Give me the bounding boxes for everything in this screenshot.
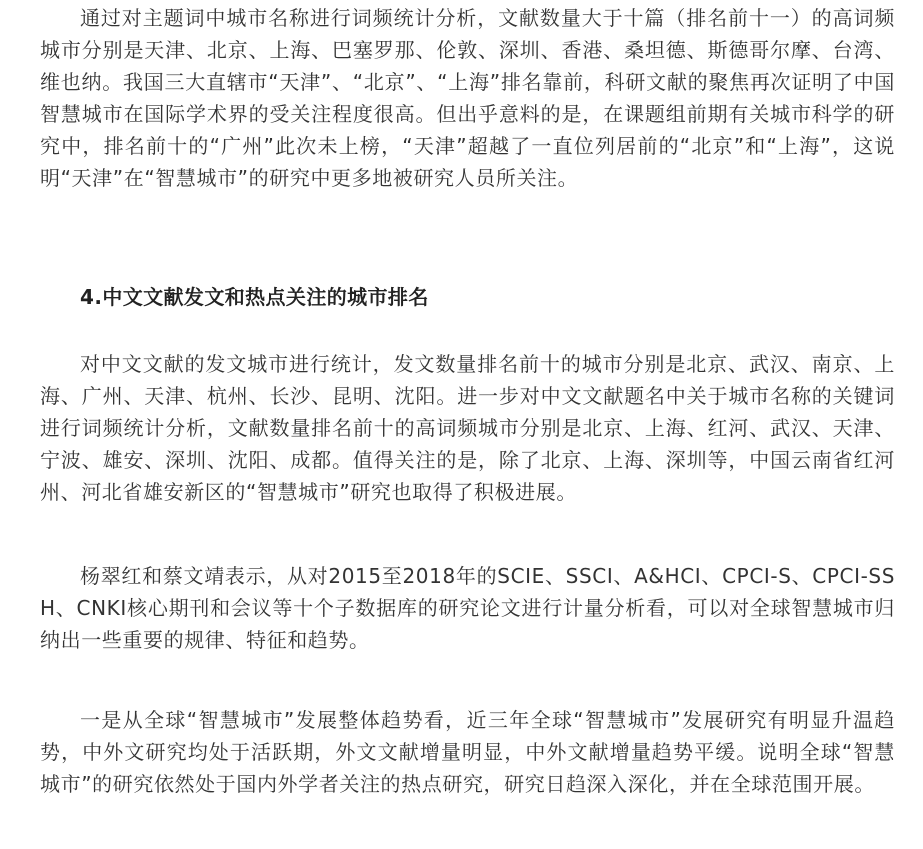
section-heading: 4.中文文献发文和热点关注的城市排名 bbox=[80, 285, 429, 309]
paragraph-foreign-city-ranking: 通过对主题词中城市名称进行词频统计分析，文献数量大于十篇（排名前十一）的高词频城市分别是天津、北京、上海、巴塞罗那、伦敦、深圳、香港、桑坦德、斯德哥尔摩、台湾、维也纳。我国三大直辖市“天津”、“北京”、“上海”排名靠前，科研文献的聚焦再次证明了中国智慧城市在国际学术界的受关注程度很高。但出乎意料的是，在课题组前期有关城市科学的研究中，排名前十的“广州”此次未上榜，“天津”超越了一直位列居前的“北京”和“上海”，这说明“天津”在“智慧城市”的研究中更多地被研究人员所关注。 bbox=[40, 6, 895, 190]
paragraph-analysis-statement: 杨翠红和蔡文靖表示，从对2015至2018年的SCIE、SSCI、A&HCI、CPCI-S、CPCI-SSH、CNKI核心期刊和会议等十个子数据库的研究论文进行计量分析看，可以对全球智慧城市归纳出一些重要的规律、特征和趋势。 bbox=[40, 564, 895, 652]
paragraph-global-trend: 一是从全球“智慧城市”发展整体趋势看，近三年全球“智慧城市”发展研究有明显升温趋势，中外文研究均处于活跃期，外文文献增量明显，中外文献增量趋势平缓。说明全球“智慧城市”的研究依然处于国内外学者关注的热点研究，研究日趋深入深化，并在全球范围开展。 bbox=[40, 708, 895, 796]
paragraph-chinese-city-ranking: 对中文文献的发文城市进行统计，发文数量排名前十的城市分别是北京、武汉、南京、上海、广州、天津、杭州、长沙、昆明、沈阳。进一步对中文文献题名中关于城市名称的关键词进行词频统计分析，文献数量排名前十的高词频城市分别是北京、上海、红河、武汉、天津、宁波、雄安、深圳、沈阳、成都。值得关注的是，除了北京、上海、深圳等，中国云南省红河州、河北省雄安新区的“智慧城市”研究也取得了积极进展。 bbox=[40, 352, 895, 504]
